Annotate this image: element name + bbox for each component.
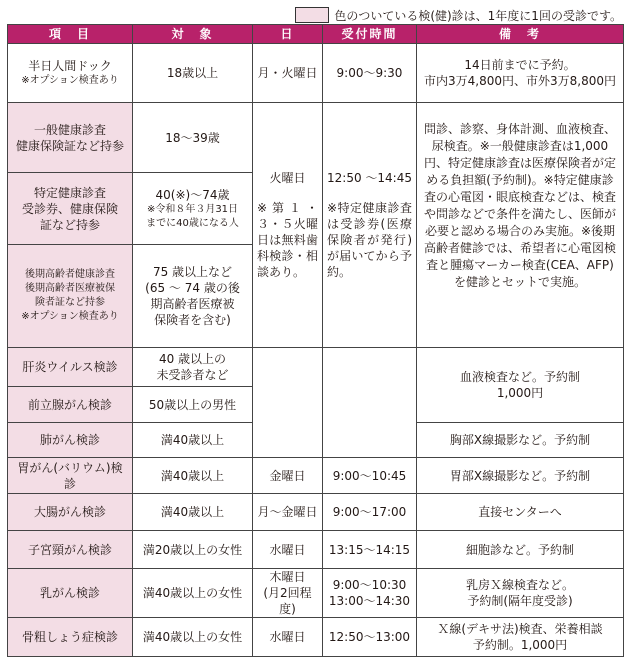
target-cell (133, 348, 253, 387)
header-day: 日 (253, 25, 323, 44)
remarks-line: 1,000円 (496, 386, 544, 400)
target-line: 保険者を含む) (154, 313, 231, 327)
item-name: 半日人間ドック (28, 59, 112, 73)
header-time: 受付時間 (323, 25, 417, 44)
table-row-colon (8, 494, 624, 531)
shared-day-empty (253, 348, 323, 458)
item-cell: 肝炎ウイルス検診 (8, 348, 133, 387)
shared-day: 火曜日 (269, 171, 306, 185)
item-cell: 肺がん検診 (8, 423, 133, 458)
item-line: 特定健康診査 (33, 185, 106, 200)
shared-remarks-cell: 問診、診察、身体計測、血液検査、尿検査。※一般健康診査は1,000円、特定健康診査は医療保険者が定める負担額(予約制)。※特定健康診査の心電図・眼底検査などは、検査や問診などで条件を満たし、医師が必要と認める場合のみ実施。※後期高齢者健診では、希望者に心電図検査と腫瘍マーカー検査(CEA、AFP)を健診とセットで実施。 (417, 103, 624, 348)
target-cell (133, 173, 253, 245)
day-cell (253, 569, 323, 618)
remarks-cell: 細胞診など。予約制 (417, 531, 624, 569)
table-row-general (8, 103, 624, 173)
table-row-cervical (8, 531, 624, 569)
target-line: ※令和８年３月31日 (146, 203, 239, 215)
target-cell: 満40歳以上の女性 (133, 569, 253, 618)
time-cell: 9:00〜9:30 (323, 44, 417, 103)
item-line: 後期高齢者健康診査 (25, 269, 115, 280)
day-line: 木曜日 (269, 570, 306, 584)
item-cell: 胃がん(バリウム)検診 (8, 458, 133, 494)
remarks-line: 14日前までに予約。 (464, 58, 576, 72)
remarks-line: 予約制(隔年度受診) (467, 594, 573, 608)
day-cell: 水曜日 (253, 618, 323, 657)
item-line: 後期高齢者医療被保 (25, 283, 115, 294)
table-row-breast (8, 569, 624, 618)
target-line: 40 歳以上の (158, 352, 227, 366)
remarks-line: 予約制。1,000円 (472, 638, 568, 652)
target-line: 期高齢者医療被 (150, 297, 235, 311)
checkup-schedule-table (7, 24, 624, 657)
item-cell (8, 103, 133, 173)
item-line: ※オプション検査あり (21, 311, 119, 322)
item-cell: 乳がん検診 (8, 569, 133, 618)
remarks-cell (417, 44, 624, 103)
time-cell: 9:00〜17:00 (323, 494, 417, 531)
remarks-cell: 胃部X線撮影など。予約制 (417, 458, 624, 494)
target-cell (133, 245, 253, 348)
table-row-hepatitis (8, 348, 624, 387)
shared-time-empty (323, 348, 417, 458)
target-cell: 満40歳以上 (133, 494, 253, 531)
table-row-stomach (8, 458, 624, 494)
remarks-cell (417, 348, 624, 423)
remarks-cell: 直接センターへ (417, 494, 624, 531)
header-remarks: 備 考 (417, 25, 624, 44)
legend-text: 色のついている検(健)診は、1年度に1回の受診です。 (334, 8, 622, 23)
item-cell: 子宮頸がん検診 (8, 531, 133, 569)
target-cell: 満40歳以上の女性 (133, 618, 253, 657)
item-cell: 骨粗しょう症検診 (8, 618, 133, 657)
target-line: 未受診者など (156, 368, 229, 382)
target-cell: 50歳以上の男性 (133, 387, 253, 423)
item-cell (8, 44, 133, 103)
remarks-line: 市内3万4,800円、市外3万8,800円 (424, 74, 616, 88)
remarks-line: 乳房Ｘ線検査など。 (465, 578, 574, 592)
shared-day-cell (253, 103, 323, 348)
item-line: 証など持参 (39, 217, 100, 232)
target-cell: 満20歳以上の女性 (133, 531, 253, 569)
time-cell (323, 569, 417, 618)
day-cell: 金曜日 (253, 458, 323, 494)
time-line: 13:00〜14:30 (328, 594, 411, 608)
header-target: 対 象 (133, 25, 253, 44)
table-row-bone (8, 618, 624, 657)
item-line: 険者証など持参 (35, 297, 105, 308)
shared-time-note: ※特定健康診査は受診券(医療保険者が発行)が届いてから予約。 (327, 201, 412, 279)
remarks-cell (417, 618, 624, 657)
item-note: ※オプション検査あり (21, 75, 119, 86)
target-line: までに40歳になる人 (146, 217, 239, 229)
item-cell: 大腸がん検診 (8, 494, 133, 531)
table-row-dock (8, 44, 624, 103)
header-item: 項 目 (8, 25, 133, 44)
day-cell: 水曜日 (253, 531, 323, 569)
target-line: 75 歳以上など (152, 265, 233, 279)
item-cell (8, 245, 133, 348)
target-cell: 18〜39歳 (133, 103, 253, 173)
remarks-cell: 胸部X線撮影など。予約制 (417, 423, 624, 458)
target-line: 40(※)〜74歳 (155, 187, 230, 202)
target-cell: 満40歳以上 (133, 423, 253, 458)
time-cell: 12:50〜13:00 (323, 618, 417, 657)
remarks-line: Ｘ線(デキサ法)検査、栄養相談 (437, 622, 603, 636)
target-cell: 18歳以上 (133, 44, 253, 103)
shared-day-note: ※第１・３・５火曜日は無料歯科検診・相談あり。 (257, 201, 318, 279)
target-cell: 満40歳以上 (133, 458, 253, 494)
shared-time-cell (323, 103, 417, 348)
remarks-cell (417, 569, 624, 618)
item-cell: 前立腺がん検診 (8, 387, 133, 423)
day-line: (月2回程度) (263, 586, 312, 616)
time-cell: 13:15〜14:15 (323, 531, 417, 569)
item-cell (8, 173, 133, 245)
item-line: 一般健康診査 (33, 122, 106, 137)
header-row (8, 25, 624, 44)
item-line: 受診券、健康保険 (21, 201, 118, 216)
target-line: (65 〜 74 歳の後 (145, 281, 240, 295)
day-cell: 月・火曜日 (253, 44, 323, 103)
item-line: 健康保険証など持参 (15, 138, 124, 153)
remarks-line: 血液検査など。予約制 (459, 370, 580, 384)
shared-time: 12:50 〜14:45 (327, 171, 412, 185)
legend-swatch (295, 7, 329, 23)
time-cell: 9:00〜10:45 (323, 458, 417, 494)
time-line: 9:00〜10:30 (332, 578, 407, 592)
legend (295, 6, 622, 24)
day-cell: 月〜金曜日 (253, 494, 323, 531)
